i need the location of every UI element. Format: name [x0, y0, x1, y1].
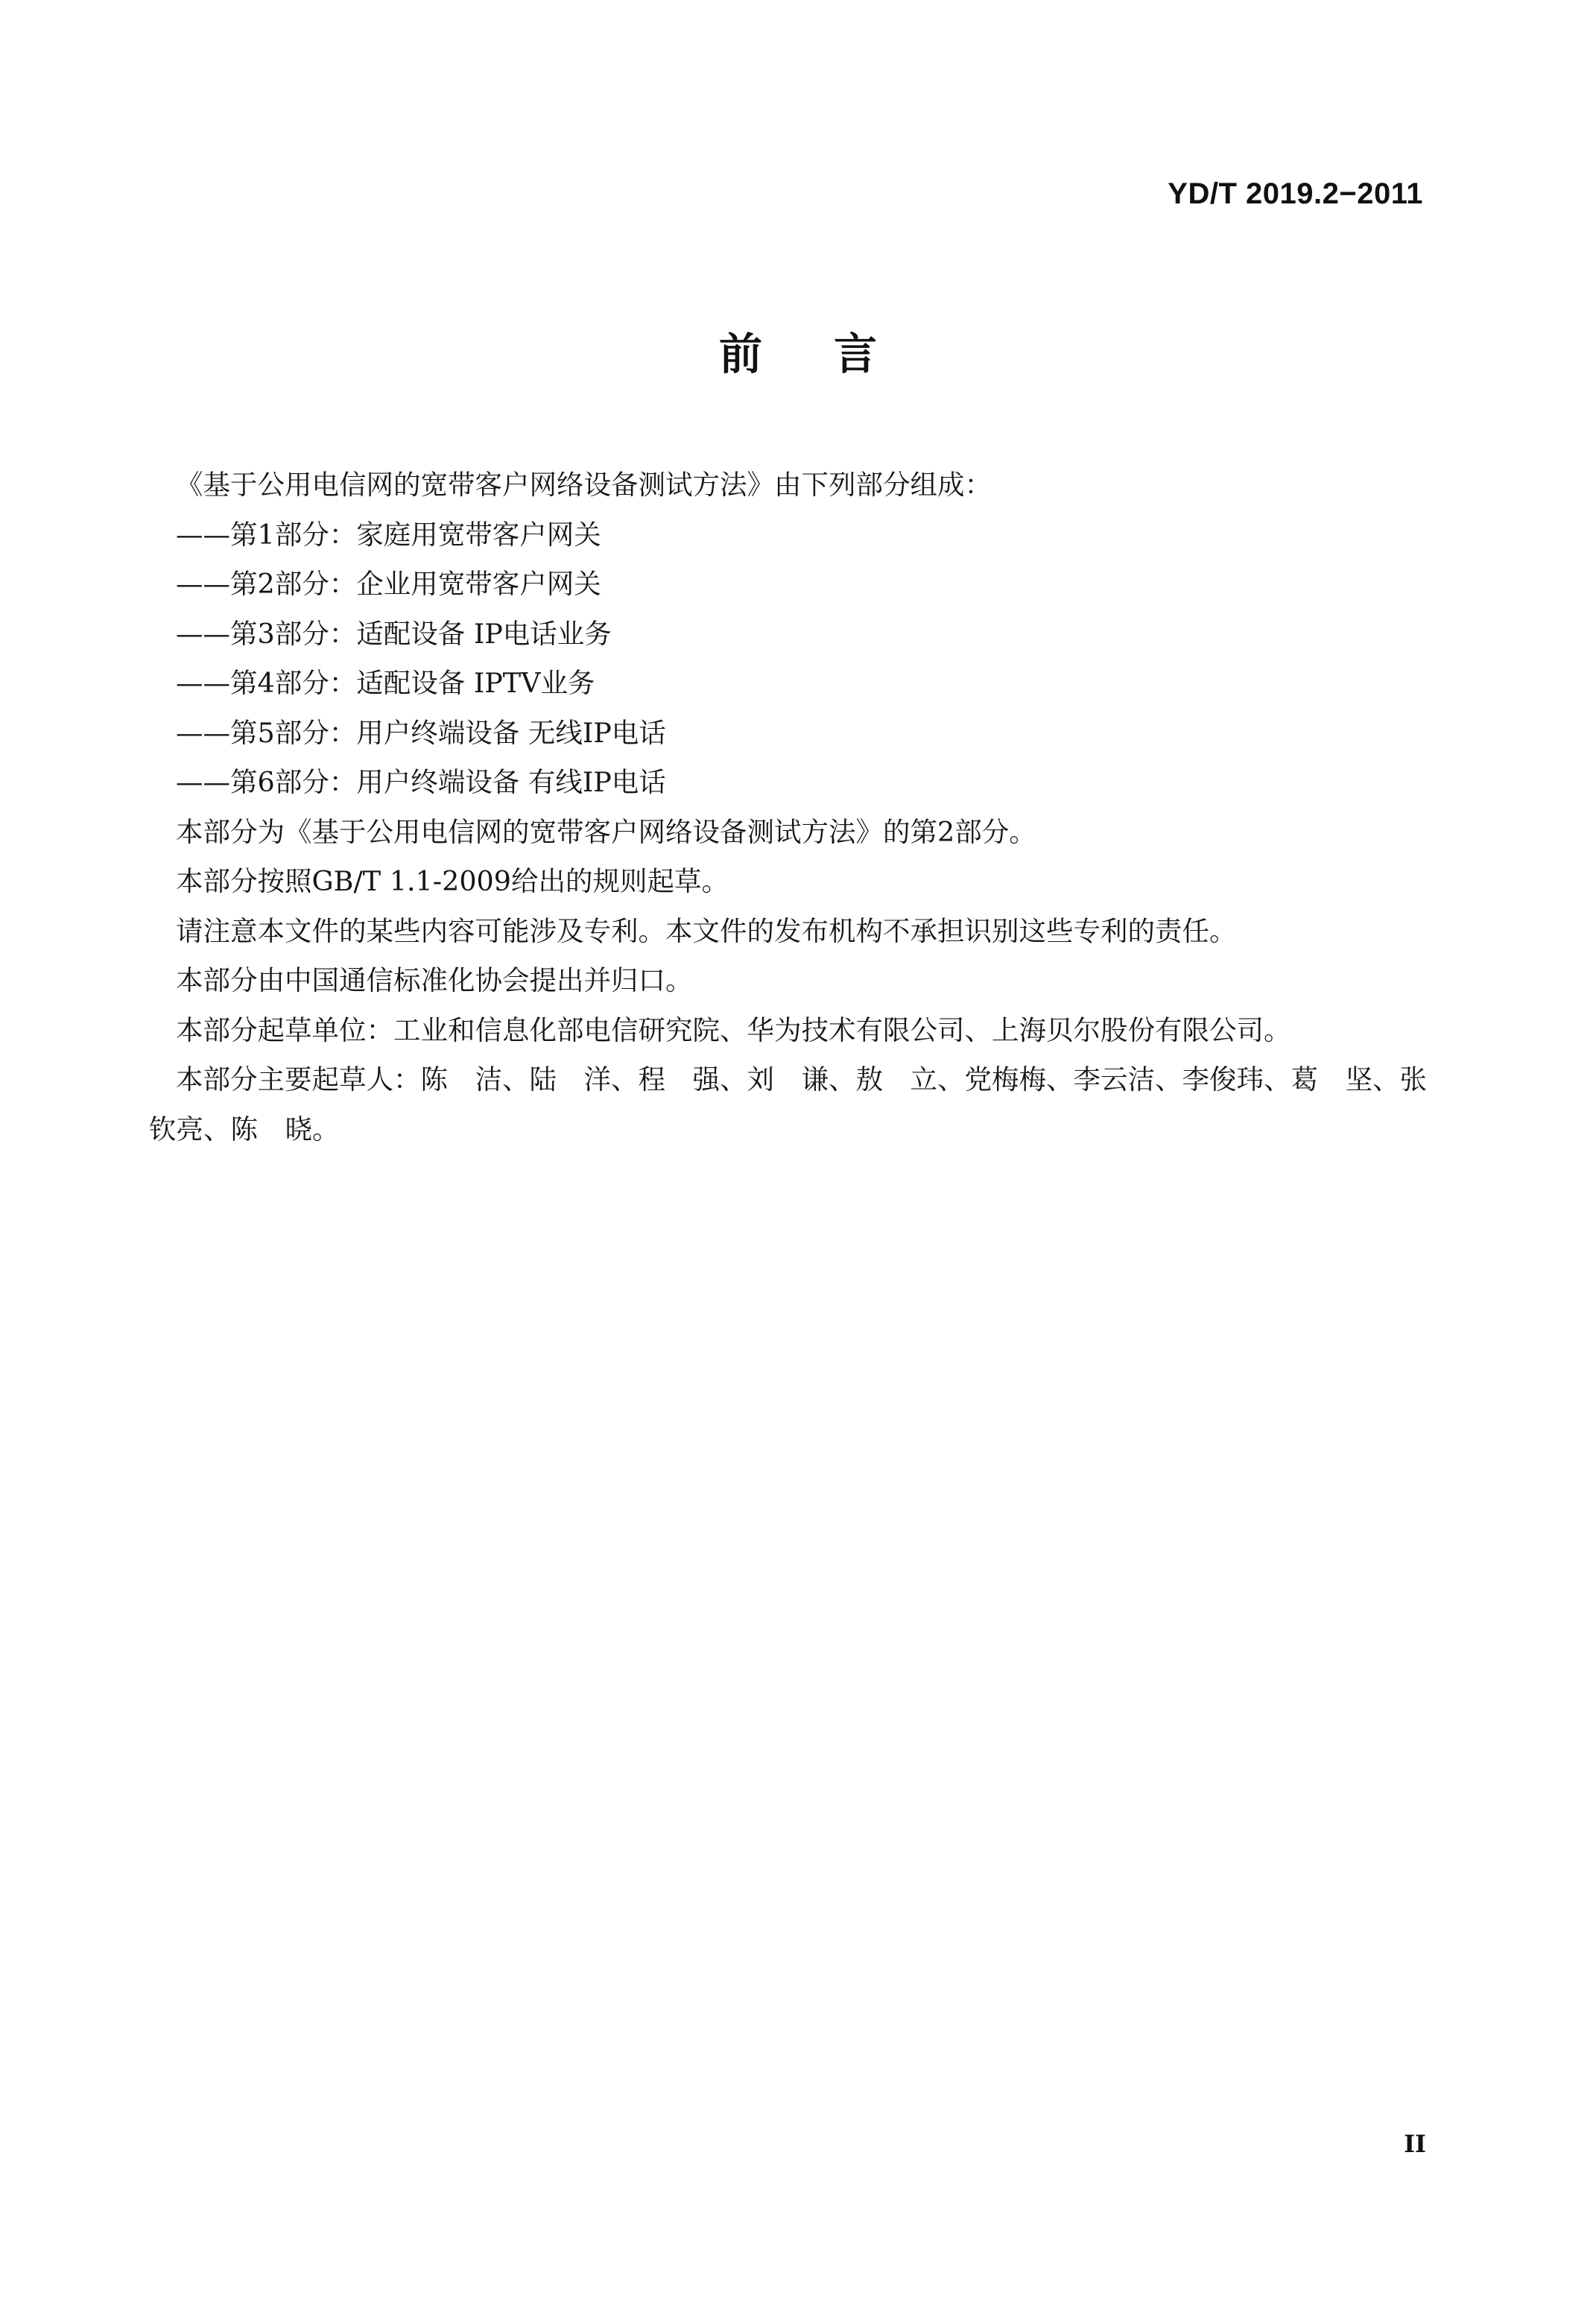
paragraph-part-statement: 本部分为《基于公用电信网的宽带客户网络设备测试方法》的第2部分。	[176, 815, 1036, 848]
list-item-part-5: ——第5部分：用户终端设备 无线IP电话	[176, 716, 666, 749]
foreword-body	[149, 461, 1431, 1154]
paragraph-drafting-rules: 本部分按照GB/T 1.1-2009给出的规则起草。	[176, 865, 729, 897]
page-number: II	[1404, 2130, 1426, 2158]
paragraph-proposer: 本部分由中国通信标准化协会提出并归口。	[176, 964, 693, 996]
page-title: 前言	[718, 329, 949, 379]
list-item-part-2: ——第2部分：企业用宽带客户网关	[176, 568, 601, 600]
list-item-part-4: ——第4部分：适配设备 IPTV业务	[176, 667, 595, 699]
paragraph-intro: 《基于公用电信网的宽带客户网络设备测试方法》由下列部分组成：	[176, 469, 992, 501]
list-item-part-6: ——第6部分：用户终端设备 有线IP电话	[176, 766, 666, 798]
list-item-part-3: ——第3部分：适配设备 IP电话业务	[176, 617, 612, 650]
paragraph-drafters: 本部分主要起草人：陈 洁、陆 洋、程 强、刘 谦、敖 立、党梅梅、李云洁、李俊玮、葛 坚、张钦亮、陈 晓。	[149, 1063, 1427, 1145]
document-code: YD/T 2019.2−2011	[1168, 177, 1423, 210]
paragraph-drafting-units: 本部分起草单位：工业和信息化部电信研究院、华为技术有限公司、上海贝尔股份有限公司。	[176, 1013, 1291, 1046]
paragraph-patent-notice: 请注意本文件的某些内容可能涉及专利。本文件的发布机构不承担识别这些专利的责任。	[176, 914, 1237, 947]
list-item-part-1: ——第1部分：家庭用宽带客户网关	[176, 518, 601, 551]
